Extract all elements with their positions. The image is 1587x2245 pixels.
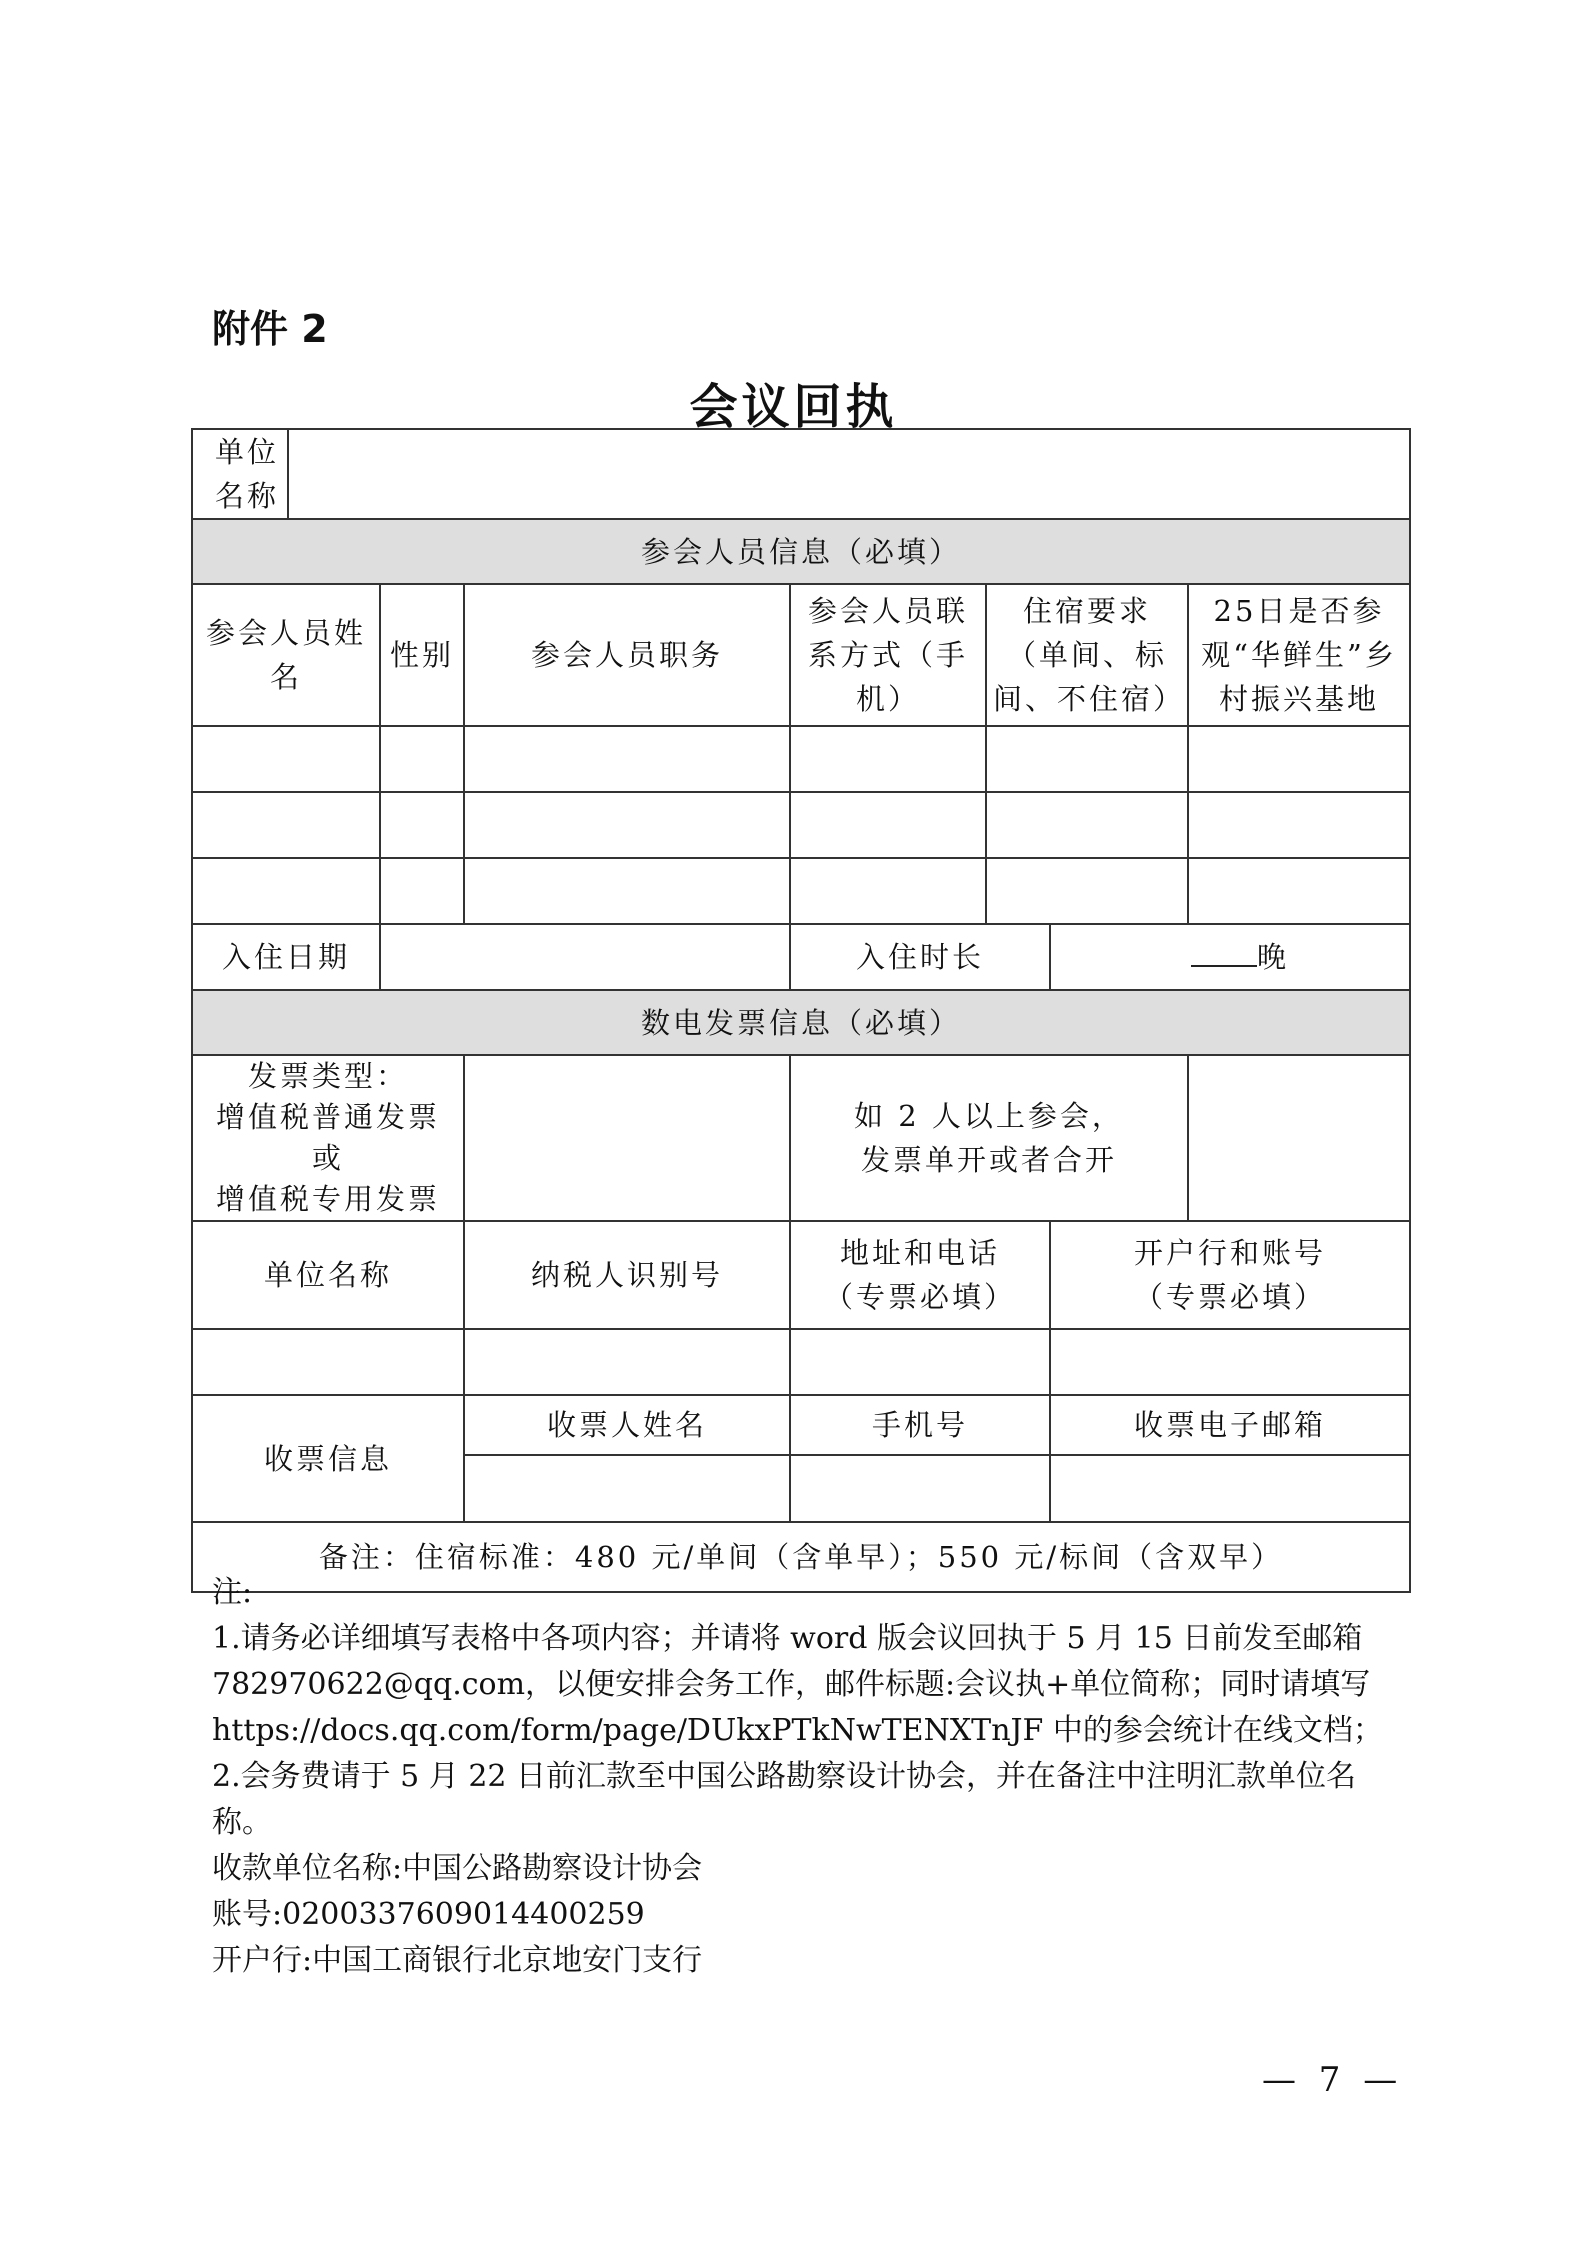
attendee-row [192,792,1410,858]
attendee-lodging-cell[interactable] [986,792,1188,858]
receipt-name-field[interactable] [464,1455,790,1522]
page-number: — 7 — [1262,2060,1404,2100]
stay-length-label: 入住时长 [790,924,1050,990]
attendee-gender-cell[interactable] [380,726,464,792]
invoice-section-header: 数电发票信息（必填） [192,990,1410,1055]
attendee-visit-header: 25日是否参观“华鲜生”乡村振兴基地 [1188,584,1410,726]
checkin-date-field[interactable] [380,924,790,990]
attachment-label: 附件 2 [212,307,328,351]
invoice-multi-line: 发票单开或者合开 [860,1143,1117,1177]
notes-line: 1.请务必详细填写表格中各项内容；并请将 word 版会议回执于 5 月 15 日前发至邮箱 [212,1621,1363,1656]
attendee-contact-header: 参会人员联系方式（手机） [790,584,986,726]
attendee-position-cell[interactable] [464,858,790,924]
notes-line: 782970622@qq.com，以便安排会务工作，邮件标题:会议执+单位简称；同时请填写 [212,1667,1371,1702]
bank-name: 开户行:中国工商银行北京地安门支行 [212,1943,703,1978]
attendee-lodging-cell[interactable] [986,726,1188,792]
notes-block [212,1570,1402,1984]
attendee-name-header: 参会人员姓名 [192,584,380,726]
notes-line: 2.会务费请于 5 月 22 日前汇款至中国公路勘察设计协会，并在备注中注明汇款单位名 [212,1759,1357,1794]
invoice-taxid-field[interactable] [464,1329,790,1395]
attendee-position-cell[interactable] [464,726,790,792]
notes-line: 称。 [212,1805,272,1840]
receipt-phone-field[interactable] [790,1455,1050,1522]
invoice-unit-field[interactable] [192,1329,464,1395]
page-title: 会议回执 [689,379,898,435]
invoice-type-line: 增值税专用发票 [215,1182,440,1216]
attendee-name-cell[interactable] [192,792,380,858]
attendee-name-cell[interactable] [192,858,380,924]
attendee-lodging-cell[interactable] [986,858,1188,924]
attendee-visit-cell[interactable] [1188,858,1410,924]
receipt-name-header: 收票人姓名 [464,1395,790,1455]
attendee-gender-cell[interactable] [380,858,464,924]
meeting-receipt-form [191,428,1411,1593]
stay-length-blank[interactable] [1191,937,1257,967]
attendee-section-header: 参会人员信息（必填） [192,519,1410,584]
notes-heading: 注: [212,1575,253,1610]
receipt-phone-header: 手机号 [790,1395,1050,1455]
attendee-contact-cell[interactable] [790,726,986,792]
notes-line: https://docs.qq.com/form/page/DUkxPTkNwTENXTnJF 中的参会统计在线文档； [212,1713,1383,1748]
stay-length-field[interactable] [1050,924,1410,990]
unit-name-field[interactable] [288,429,1410,519]
attendee-row [192,858,1410,924]
attendee-gender-header: 性别 [380,584,464,726]
attendee-visit-cell[interactable] [1188,792,1410,858]
attendee-position-header: 参会人员职务 [464,584,790,726]
invoice-bank-header [1050,1221,1410,1329]
attendee-contact-cell[interactable] [790,792,986,858]
invoice-type-line: 发票类型： [247,1059,408,1093]
stay-unit: 晚 [1256,940,1289,974]
attendee-position-cell[interactable] [464,792,790,858]
invoice-bank-field[interactable] [1050,1329,1410,1395]
receipt-email-field[interactable] [1050,1455,1410,1522]
payee-name: 收款单位名称:中国公路勘察设计协会 [212,1851,703,1886]
lodging-remark: 备注：住宿标准：480 元/单间（含单早）；550 元/标间（含双早） [192,1522,1410,1592]
invoice-address-header [790,1221,1050,1329]
receipt-email-header: 收票电子邮箱 [1050,1395,1410,1455]
account-number: 账号:0200337609014400259 [212,1897,645,1932]
attendee-name-cell[interactable] [192,726,380,792]
invoice-type-line: 或 [311,1141,344,1175]
invoice-address-field[interactable] [790,1329,1050,1395]
attendee-gender-cell[interactable] [380,792,464,858]
invoice-type-line: 增值税普通发票 [215,1100,440,1134]
attendee-lodging-header: 住宿要求（单间、标间、不住宿） [986,584,1188,726]
invoice-address-note: （专票必填） [823,1280,1016,1314]
unit-name-label: 单位名称 [192,429,288,519]
invoice-type-field[interactable] [464,1055,790,1221]
invoice-unit-header: 单位名称 [192,1221,464,1329]
invoice-multi-note [790,1055,1188,1221]
checkin-date-label: 入住日期 [192,924,380,990]
invoice-multi-line: 如 2 人以上参会， [854,1099,1124,1133]
invoice-multi-field[interactable] [1188,1055,1410,1221]
invoice-type-label [192,1055,464,1221]
invoice-address-line: 地址和电话 [839,1236,1000,1270]
receipt-info-label: 收票信息 [192,1395,464,1522]
attendee-visit-cell[interactable] [1188,726,1410,792]
invoice-taxid-header: 纳税人识别号 [464,1221,790,1329]
invoice-bank-note: （专票必填） [1133,1280,1326,1314]
attendee-row [192,726,1410,792]
attendee-contact-cell[interactable] [790,858,986,924]
invoice-bank-line: 开户行和账号 [1133,1236,1326,1270]
